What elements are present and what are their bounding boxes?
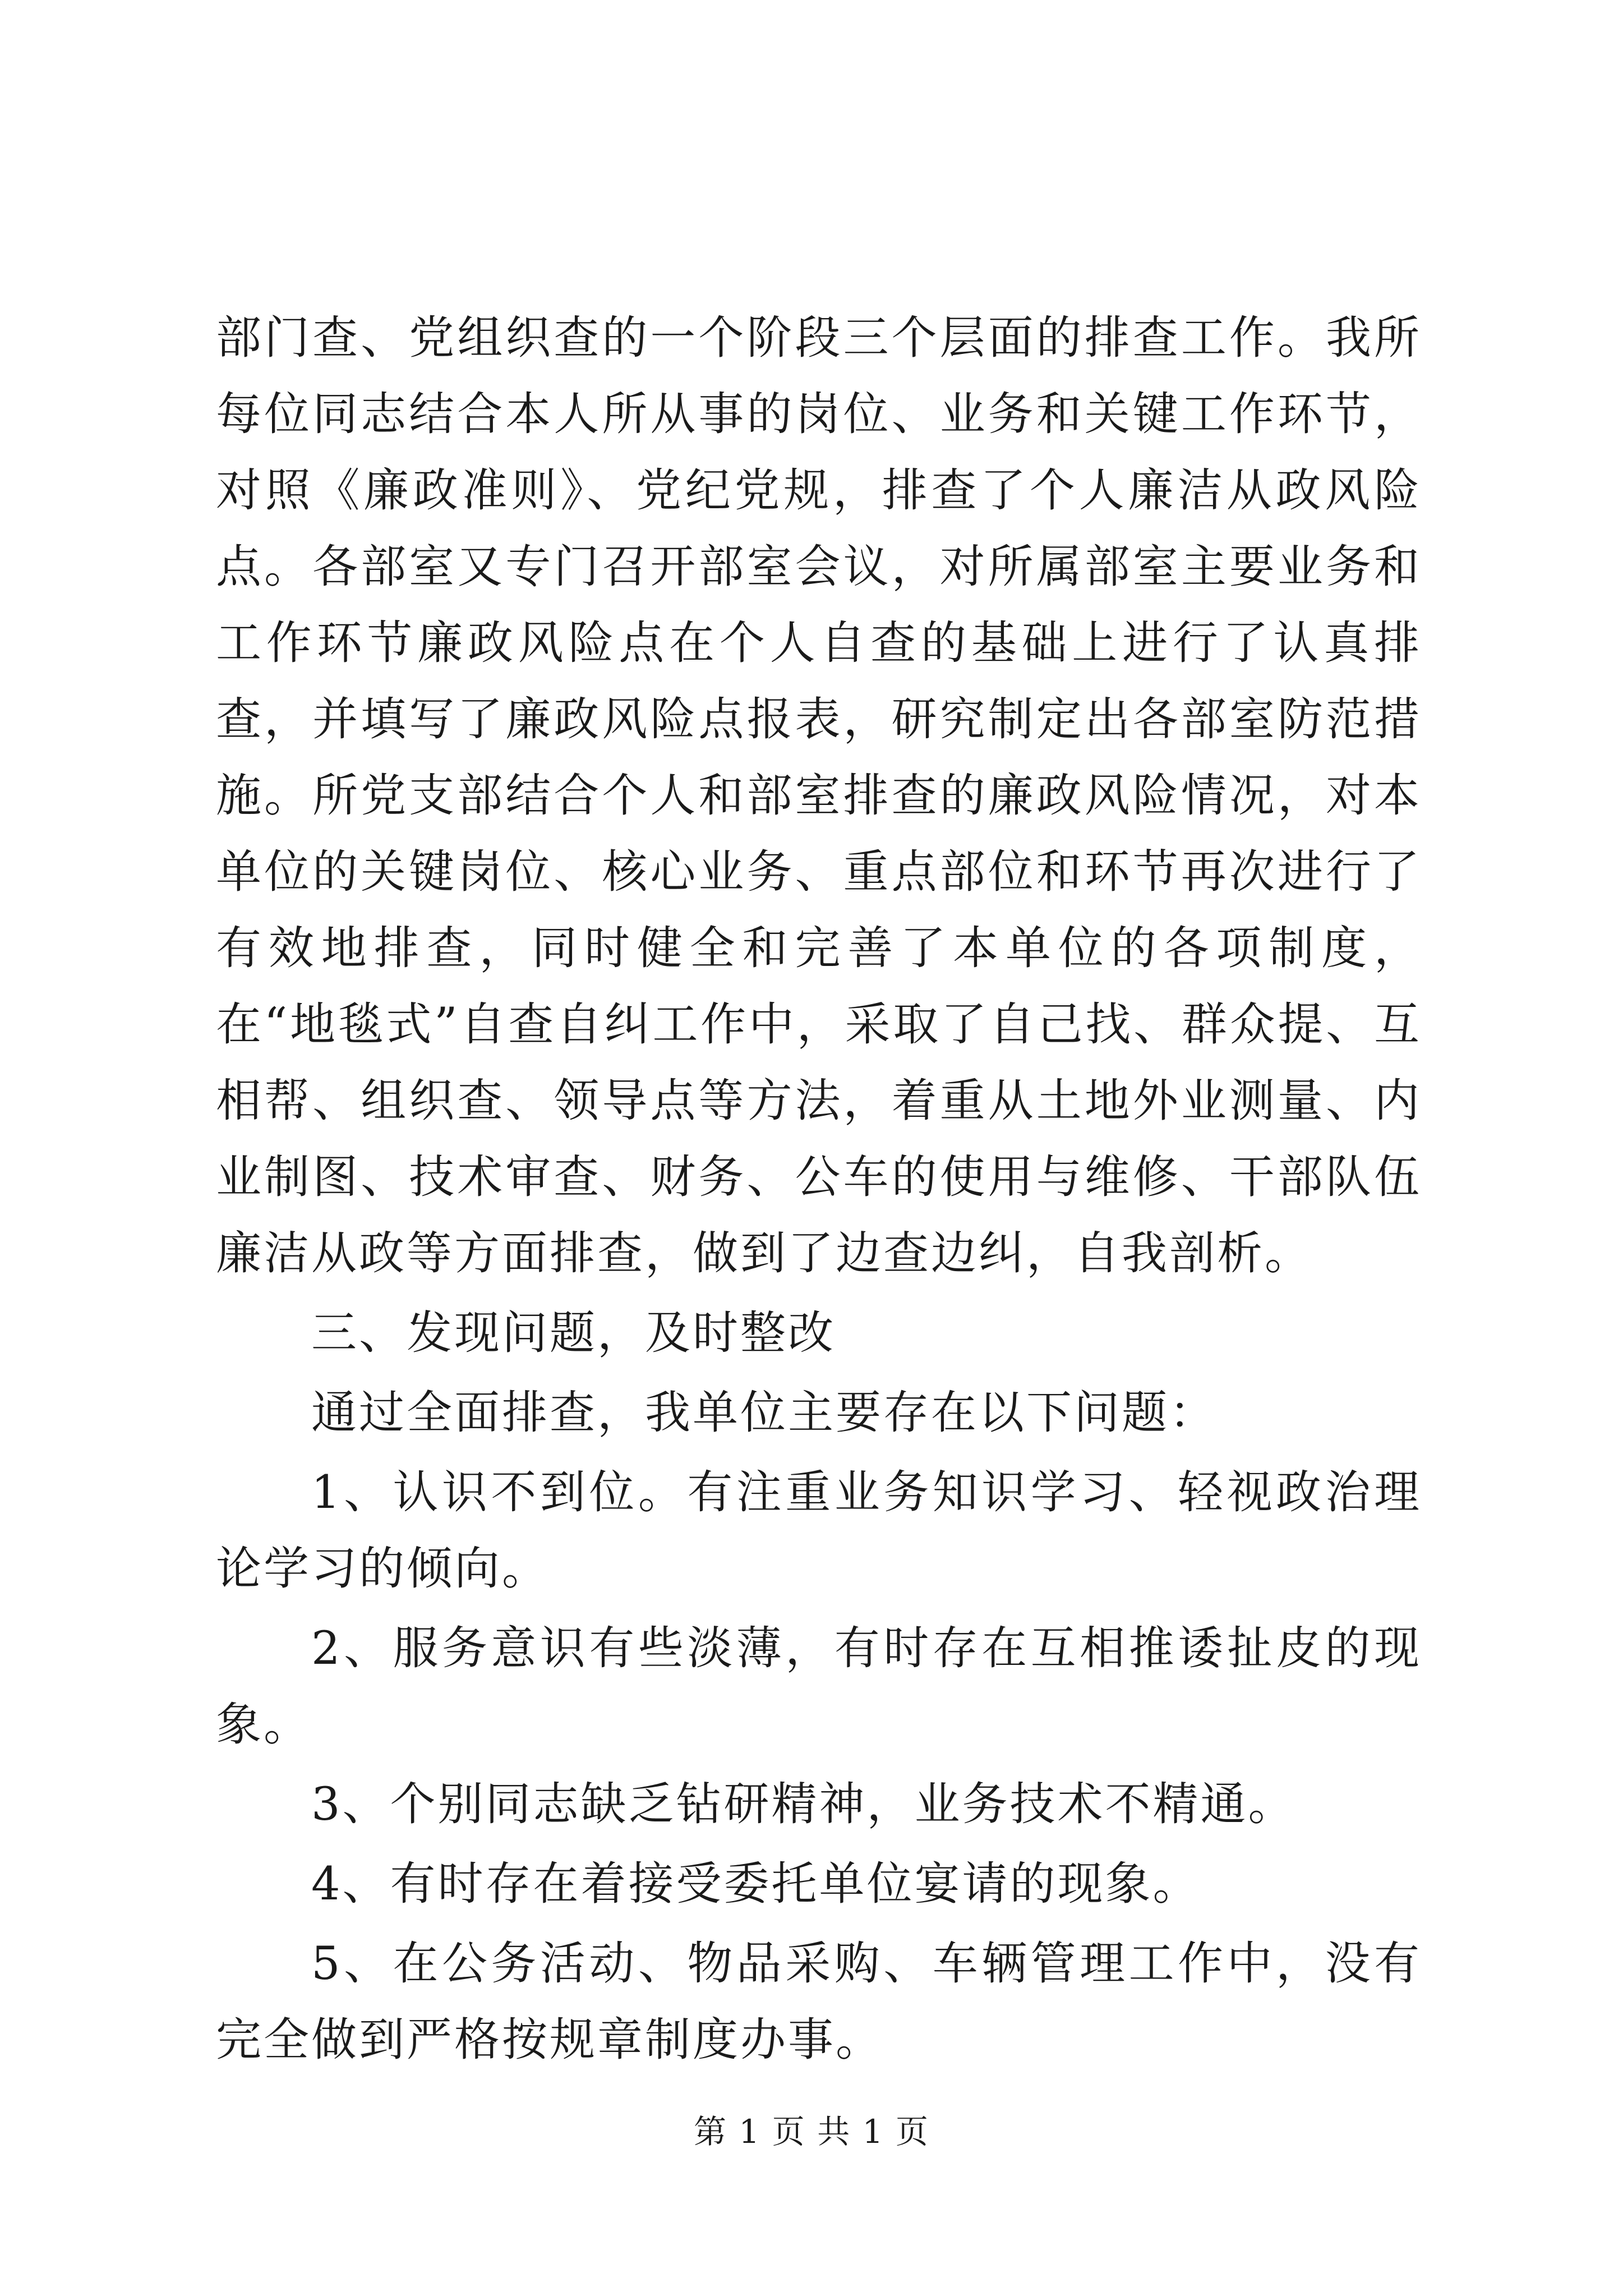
problem-item-4: 4、有时存在着接受委托单位宴请的现象。	[311, 1858, 1201, 1911]
paragraph-intro-problems: 通过全面排查，我单位主要存在以下问题：	[311, 1387, 1218, 1439]
section-heading-3: 三、发现问题，及时整改	[311, 1307, 836, 1360]
problem-item-5: 5、在公务活动、物品采购、车辆管理工作中，没有完全做到严格按规章制度办事。	[216, 1938, 1422, 2067]
problem-item-3: 3、个别同志缺乏钻研精神，业务技术不精通。	[311, 1778, 1296, 1831]
page-footer: 第 1 页 共 1 页	[694, 2113, 929, 2151]
paragraph-1: 部门查、党组织查的一个阶段三个层面的排查工作。我所每位同志结合本人所从事的岗位、业务和关键工作环节，对照《廉政准则》、党纪党规，排查了个人廉洁从政风险点。各部室又专门召开部室会议，对所属部室主要业务和工作环节廉政风险点在个人自查的基础上进行了认真排查，并填写了廉政风险点报表，研究制定出各部室防范措施。所党支部结合个人和部室排查的廉政风险情况，对本单位的关键岗位、核心业务、重点部位和环节再次进行了有效地排查，同时健全和完善了本单位的各项制度，在“地毯式”自查自纠工作中，采取了自己找、群众提、互相帮、组织查、领导点等方法，着重从土地外业测量、内业制图、技术审查、财务、公车的使用与维修、干部队伍廉洁从政等方面排查，做到了边查边纠，自我剖析。	[216, 312, 1422, 1280]
document-body	[216, 300, 1422, 2078]
problem-item-1: 1、认识不到位。有注重业务知识学习、轻视政治理论学习的倾向。	[216, 1466, 1422, 1595]
problem-item-2: 2、服务意识有些淡薄，有时存在互相推诿扯皮的现象。	[216, 1622, 1422, 1751]
